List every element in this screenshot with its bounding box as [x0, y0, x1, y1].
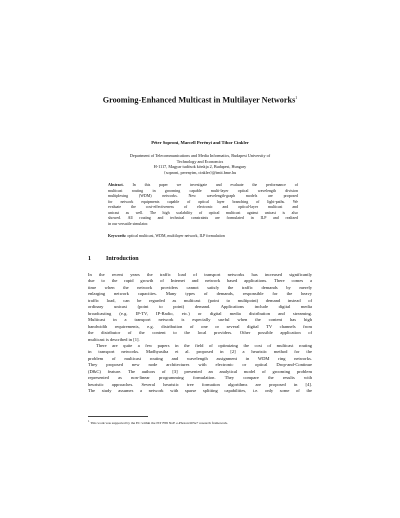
text-line: There are quite a few papers in the field of optimizing the cost of multicast routing [96, 342, 312, 348]
body-text [88, 272, 312, 395]
text-line: The study assumes a network with sparse splitting capabilities, i.e. only some of the [88, 388, 312, 394]
footnote-divider [88, 416, 148, 417]
abstract-line: for network equipments capable of optical layer branching of light-paths. We [108, 198, 298, 204]
text-line: In the recent years the traffic load of transport networks has increased significantly [88, 272, 312, 277]
text-line: time when the network providers cannot satisfy the traffic demands by merely [88, 284, 312, 290]
abstract-line: evaluate the cost-effectiveness of electronic and optical-layer multicast and [108, 204, 298, 210]
text-line: problem of multicast routing and wavelength assignment in WDM ring networks. [88, 355, 312, 361]
title-footnote-mark: 1 [295, 95, 298, 100]
affiliation-line: {soproni, perenyim, cinkler}@tmit.bme.hu [163, 169, 237, 175]
affiliation-line: H-1117, Magyar tudósok körútja 2, Budapest, Hungary [153, 164, 247, 170]
abstract-line: unicast as well. The high scalability of optical multicast against unicast is also [108, 209, 298, 215]
keywords-label: Keywords: [108, 233, 127, 238]
abstract-line: multiplexing (WDM) networks. New wavelength-graph models are proposed [108, 193, 298, 199]
abstract-label: Abstract. [108, 182, 124, 187]
affiliation-line: Department of Telecommunications and Media Informatics, Budapest University of [129, 153, 271, 158]
footnote [88, 419, 228, 425]
abstract [108, 182, 298, 226]
paper-title [70, 93, 330, 106]
affiliation-line: Technology and Economics [176, 158, 224, 164]
text-line: heuristic approaches. Several heuristic tree formation algorithms are proposed in [4]. [88, 381, 312, 387]
abstract-line: In this paper we investigate and evaluate the performance of [132, 182, 298, 187]
text-line: in transport networks. Madhyastha et al. proposed in [2] a heuristic method for the [88, 349, 312, 355]
footnote-mark: 1 [88, 419, 90, 423]
text-line: due to the rapid growth of Internet and network based applications. There comes a [88, 278, 312, 284]
paragraph [88, 343, 312, 395]
text-line: broadcasting (e.g. IP-TV, IP-Radio, etc.) or digital media distribution and streaming. [88, 310, 312, 316]
text-line: the distributor of the content to the local providers. Other possible application of [88, 330, 312, 336]
keywords-text: optical multicast, WDM, multilayer network, ILP formulation [127, 233, 225, 238]
section-heading [88, 256, 139, 262]
text-line: enlarging network capacities. Many types of demands, responsible for the heavy [88, 291, 312, 297]
section-number: 1 [88, 256, 91, 262]
keywords [108, 233, 298, 238]
text-line: Multicast in a transport network is especially useful when the content has high [88, 317, 312, 323]
abstract-line: multicast routing in grooming capable multi-layer optical wavelength division [108, 187, 298, 193]
text-line: They proposed new node architectures with electronic or optical Drop-and-Continue [88, 362, 312, 368]
text-line: multicast is described in [1]. [88, 336, 140, 342]
text-line: ordinary unicast (point to point) demand. Applications include digital media [88, 304, 312, 310]
author-list: Péter Soproni, Marcell Perényi and Tibor Cinkler [151, 140, 249, 145]
text-line: traffic load, can be regarded as multicast (point to multipoint) demand instead of [88, 297, 312, 303]
footnote-text: This work was supported by the EC within the IST FP6 NoE e-Photon/ONe+ research framework. [90, 421, 229, 426]
text-line: (D&C) feature. The authors of [3] presented an analytical model of grooming problem [88, 368, 312, 374]
section-title: Introduction [106, 256, 139, 262]
text-line: bandwidth requirements, e.g. distribution of one or several digital TV channels from [88, 323, 312, 329]
affiliation-block [98, 153, 302, 175]
paper-title-text: Grooming-Enhanced Multicast in Multilayer Networks [102, 95, 296, 105]
abstract-line: showed. All routing and technical constraints are formulated in ILP and realized [108, 215, 298, 221]
paragraph [88, 272, 312, 343]
text-line: represented as non-linear programming formulation. They compare the results with [88, 375, 312, 381]
abstract-line: in our versatile simulator. [108, 220, 149, 226]
